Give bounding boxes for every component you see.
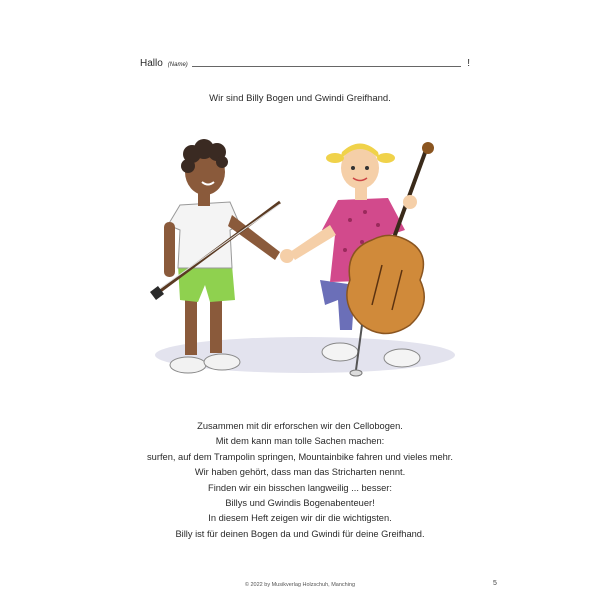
verse-text — [0, 419, 600, 542]
verse-line: Billy ist für deinen Bogen da und Gwindi für deine Greifhand. — [175, 528, 425, 539]
greeting-exclamation: ! — [467, 58, 470, 69]
verse-line: Wir haben gehört, dass man das Stricharten nennt. — [194, 467, 406, 478]
verse-line: Mit dem kann man tolle Sachen machen: — [215, 436, 385, 447]
name-hint: (Name) — [167, 62, 188, 68]
page-number: 5 — [493, 580, 497, 587]
greeting-line — [140, 58, 470, 69]
verse-line: In diesem Heft zeigen wir dir die wichtigsten. — [208, 513, 392, 524]
verse-line: Finden wir ein bisschen langweilig ... besser: — [208, 482, 392, 493]
name-write-line — [192, 58, 461, 67]
cello-bow-children-illustration — [140, 130, 470, 395]
copyright-footer: © 2022 by Musikverlag Holzschuh, Manching — [244, 582, 356, 588]
verse-line: Billys und Gwindis Bogenabenteuer! — [225, 498, 375, 509]
intro-text: Wir sind Billy Bogen und Gwindi Greifhand. — [209, 93, 391, 104]
verse-line: surfen, auf dem Trampolin springen, Mountainbike fahren und vieles mehr. — [147, 451, 453, 462]
verse-line: Zusammen mit dir erforschen wir den Cellobogen. — [197, 421, 403, 431]
greeting-hello: Hallo — [140, 58, 163, 69]
